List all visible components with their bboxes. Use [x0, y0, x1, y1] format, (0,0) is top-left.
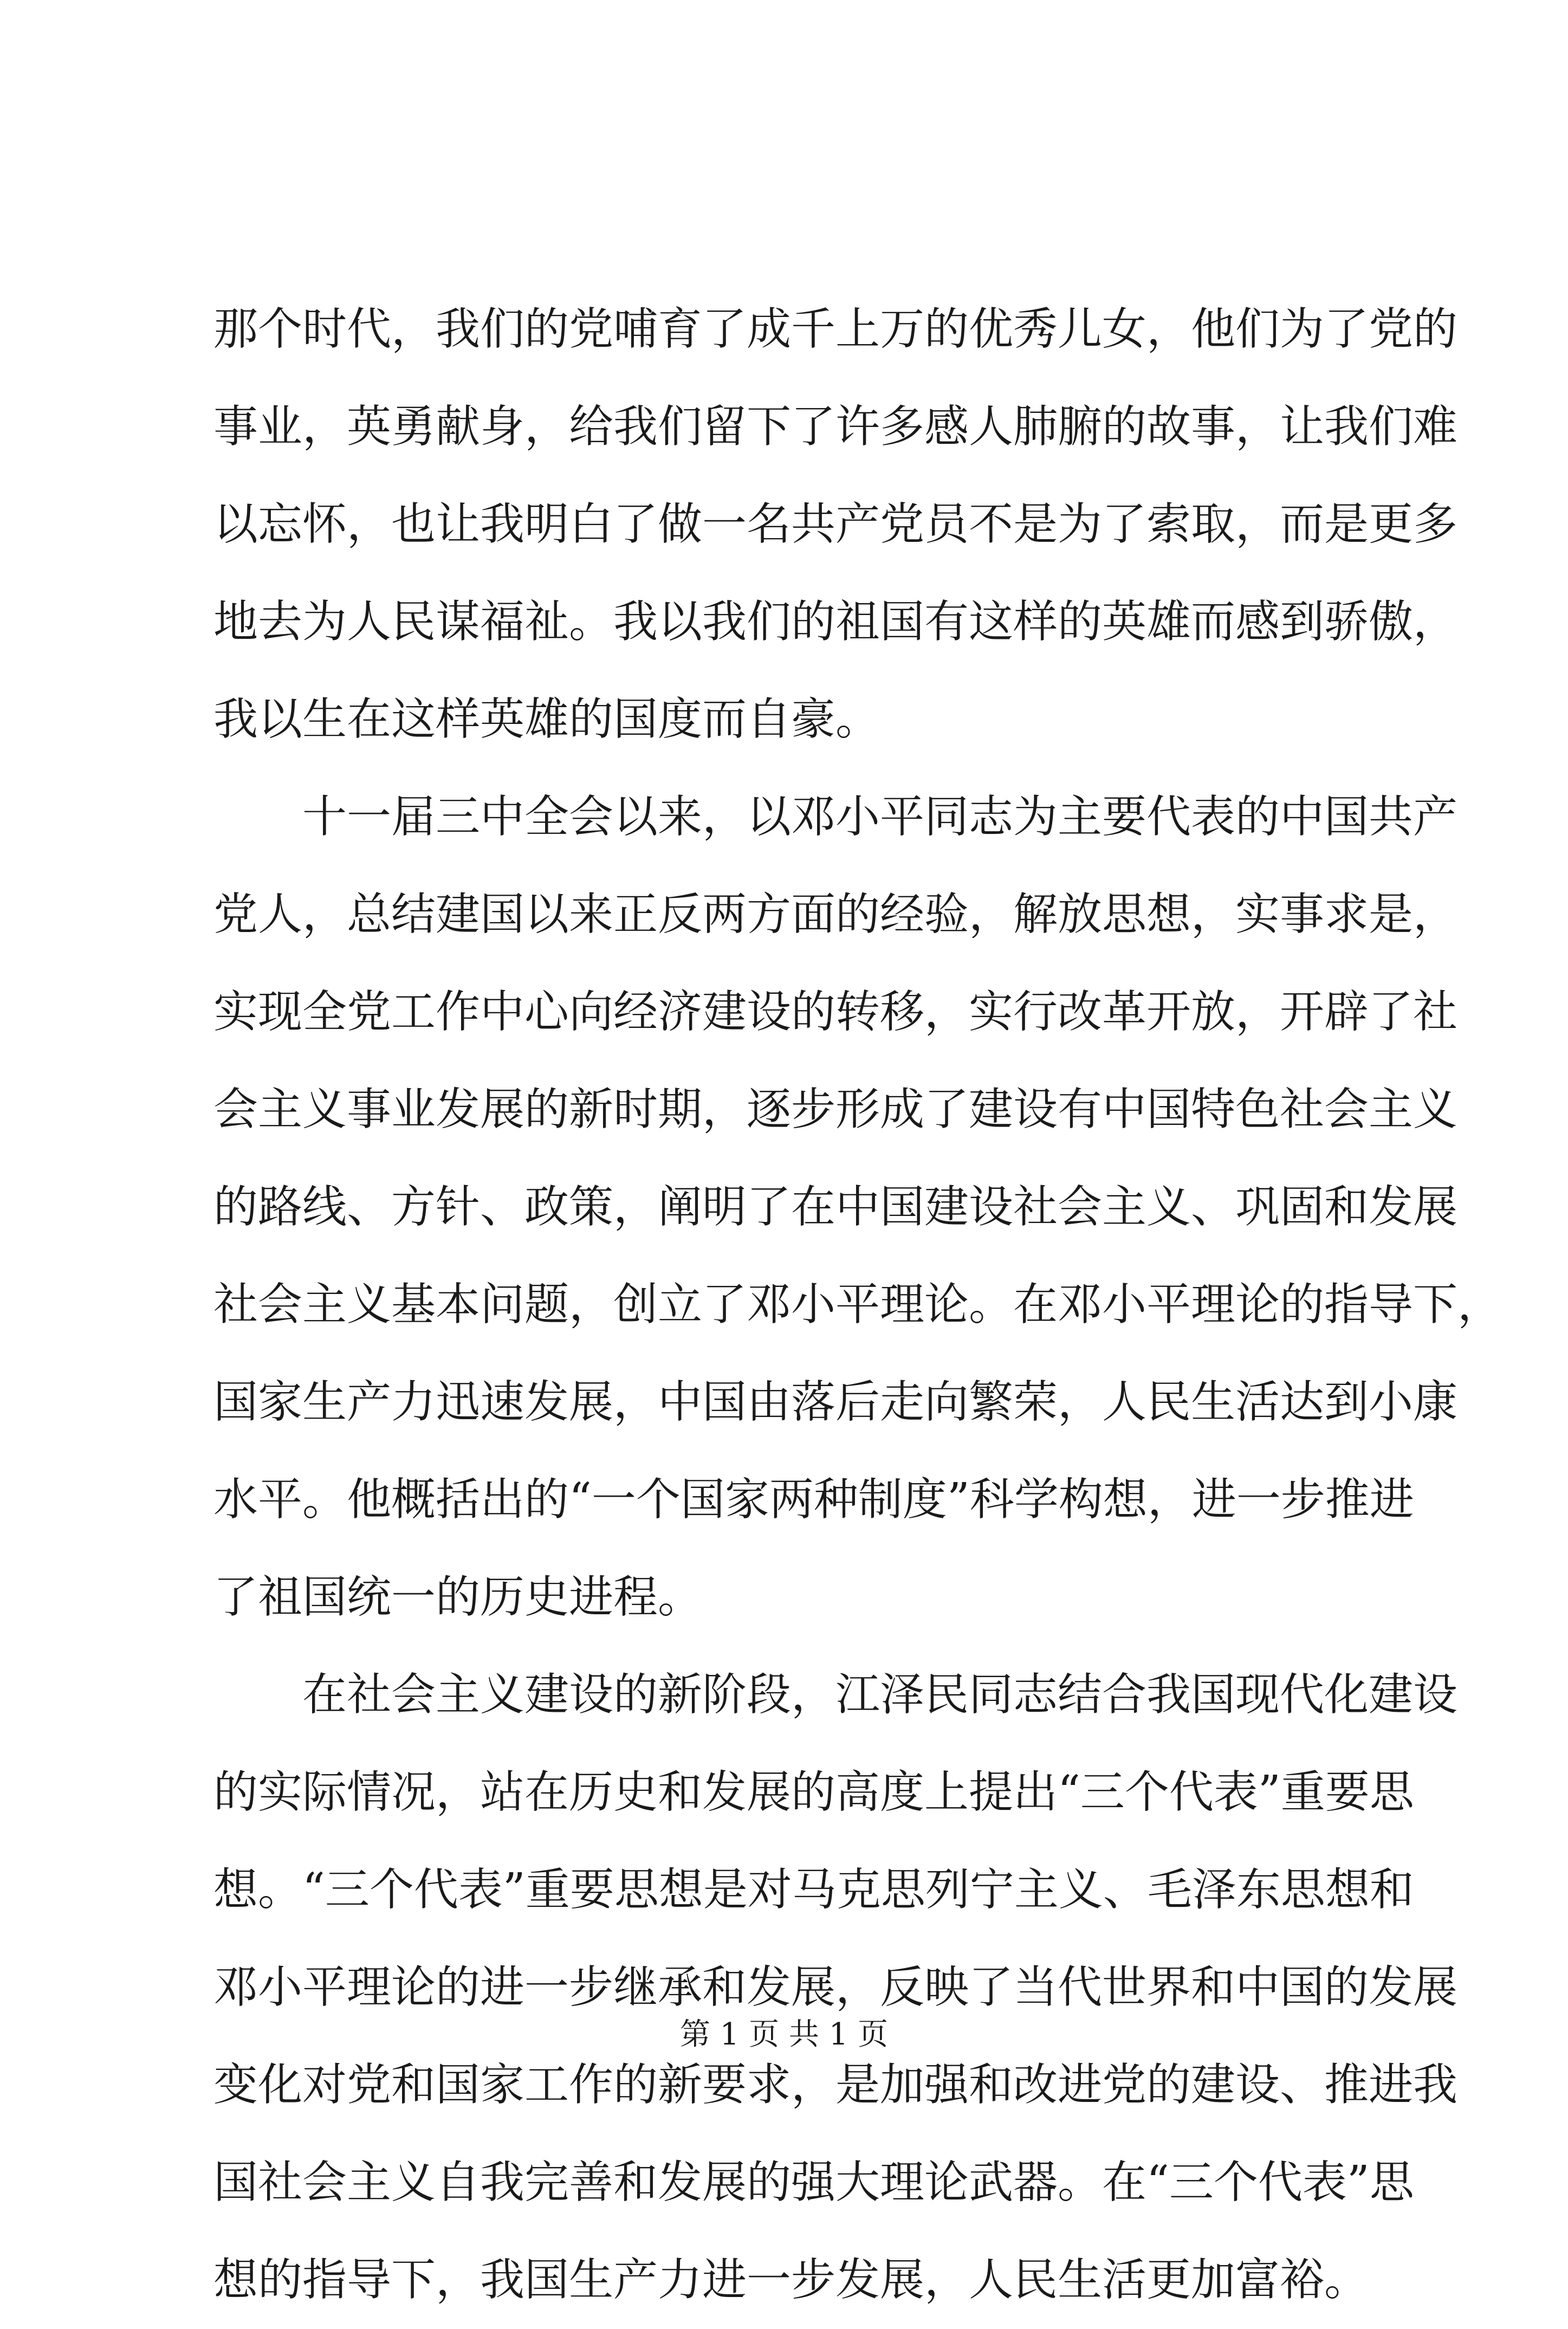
paragraph-1	[213, 281, 1458, 768]
text-line: 的路线、方针、政策，阐明了在中国建设社会主义、巩固和发展	[213, 1181, 1458, 1233]
text-line: 在社会主义建设的新阶段，江泽民同志结合我国现代化建设	[213, 1669, 1458, 1720]
text-line: 变化对党和国家工作的新要求，是加强和改进党的建设、推进我	[213, 2059, 1458, 2111]
text-line: 想的指导下，我国生产力进一步发展，人民生活更加富裕。	[213, 2254, 1369, 2306]
text-line: 邓小平理论的进一步继承和发展，反映了当代世界和中国的发展	[213, 1962, 1458, 2013]
text-line: 社会主义基本问题，创立了邓小平理论。在邓小平理论的指导下，	[213, 1279, 1502, 1330]
text-line: 水平。他概括出的“一个国家两种制度”科学构想，进一步推进	[213, 1474, 1414, 1525]
text-line: 地去为人民谋福祉。我以我们的祖国有这样的英雄而感到骄傲，	[213, 596, 1458, 648]
text-line: 了祖国统一的历史进程。	[213, 1571, 703, 1623]
text-line: 事业，英勇献身，给我们留下了许多感人肺腑的故事，让我们难	[213, 401, 1458, 452]
text-line: 实现全党工作中心向经济建设的转移，实行改革开放，开辟了社	[213, 986, 1458, 1038]
page-number-label: 第 1 页 共 1 页	[679, 2017, 889, 2052]
text-line: 那个时代，我们的党哺育了成千上万的优秀儿女，他们为了党的	[213, 303, 1458, 355]
text-line: 国社会主义自我完善和发展的强大理论武器。在“三个代表”思	[213, 2157, 1414, 2208]
text-line: 会主义事业发展的新时期，逐步形成了建设有中国特色社会主义	[213, 1084, 1458, 1135]
text-line: 我以生在这样英雄的国度而自豪。	[213, 694, 880, 745]
text-line: 国家生产力迅速发展，中国由落后走向繁荣，人民生活达到小康	[213, 1376, 1458, 1428]
text-line: 以忘怀，也让我明白了做一名共产党员不是为了索取，而是更多	[213, 499, 1458, 550]
paragraph-3	[213, 1646, 1458, 2329]
paragraph-2	[213, 768, 1502, 1646]
page-footer	[0, 2013, 1568, 2056]
text-line: 十一届三中全会以来，以邓小平同志为主要代表的中国共产	[213, 791, 1458, 843]
text-line: 党人，总结建国以来正反两方面的经验，解放思想，实事求是，	[213, 889, 1458, 940]
text-line: 想。“三个代表”重要思想是对马克思列宁主义、毛泽东思想和	[213, 1864, 1414, 1916]
text-line: 的实际情况，站在历史和发展的高度上提出“三个代表”重要思	[213, 1767, 1414, 1818]
